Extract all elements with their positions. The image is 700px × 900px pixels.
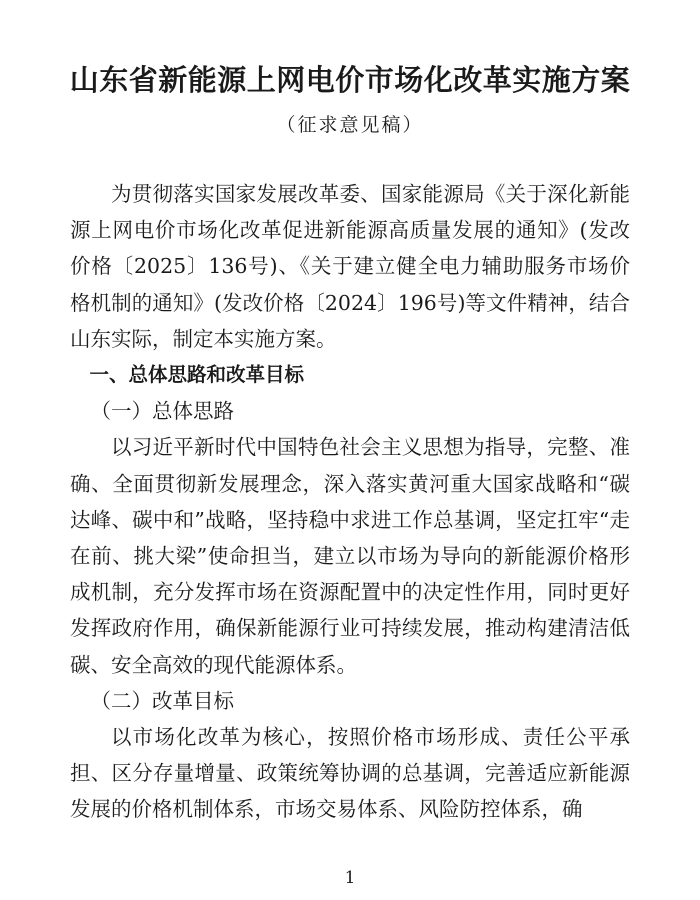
subsection-paragraph: 以市场化改革为核心，按照价格市场形成、责任公平承担、区分存量增量、政策统筹协调的总基调，完善适应新能源发展的价格机制体系，市场交易体系、风险防控体系，确 xyxy=(70,725,630,822)
document-subtitle: （征求意见稿） xyxy=(276,114,424,136)
subsection-heading: （二）改革目标 xyxy=(90,688,234,713)
document-body xyxy=(70,176,630,828)
subsection-paragraph: 以习近平新时代中国特色社会主义思想为指导，完整、准确、全面贯彻新发展理念，深入落实黄河重大国家战略和“碳达峰、碳中和”战略，坚持稳中求进工作总基调，坚定扛牢“走在前、挑大梁”使命担当，建立以市场为导向的新能源价格形成机制，充分发挥市场在资源配置中的决定性作用，同时更好发挥政府作用，确保新能源行业可持续发展，推动构建清洁低碳、安全高效的现代能源体系。 xyxy=(70,435,630,677)
subsection-heading: （一）总体思路 xyxy=(90,399,234,424)
intro-paragraph: 为贯彻落实国家发展改革委、国家能源局《关于深化新能源上网电价市场化改革促进新能源高质量发展的通知》(发改价格〔2025〕136号)、《关于建立健全电力辅助服务市场价格机制的通知》(发改价格〔2024〕196号)等文件精神，结合山东实际，制定本实施方案。 xyxy=(70,182,630,351)
page-number: 1 xyxy=(344,868,356,888)
section-heading: 一、总体思路和改革目标 xyxy=(89,363,305,387)
document-title: 山东省新能源上网电价市场化改革实施方案 xyxy=(69,63,631,97)
